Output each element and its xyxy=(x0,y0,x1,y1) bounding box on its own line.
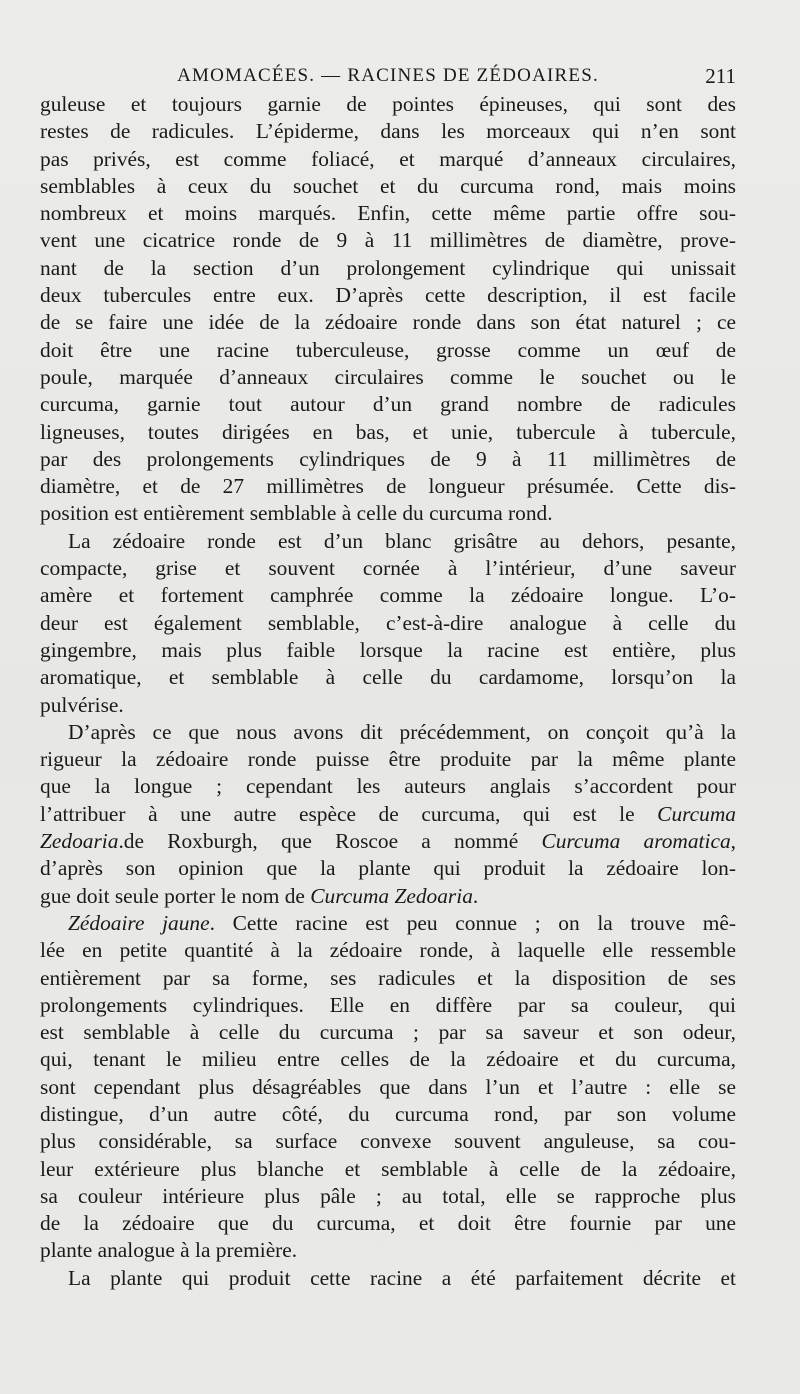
text-line xyxy=(40,692,736,719)
text-segment: nombreux et moins marqués. Enfin, cette même partie offre sou- xyxy=(40,201,736,226)
text-segment: aromatique, et semblable à celle du cardamome, lorsqu’on la xyxy=(40,665,736,690)
text-line xyxy=(40,309,736,336)
text-line xyxy=(40,146,736,173)
text-line xyxy=(40,1074,736,1101)
text-line xyxy=(40,910,736,937)
text-segment: . Cette racine est peu connue ; on la trouve mê- xyxy=(209,910,736,935)
text-segment: gue doit seule porter le nom de xyxy=(40,883,311,908)
text-line xyxy=(40,855,736,882)
text-segment: pulvérise. xyxy=(40,692,124,717)
text-line xyxy=(40,473,736,500)
text-segment: , xyxy=(730,829,736,854)
text-segment: doit être une racine tuberculeuse, grosse comme un œuf de xyxy=(40,337,736,362)
text-line xyxy=(40,1128,736,1155)
italic-text: Curcuma aromatica xyxy=(541,829,731,854)
text-line xyxy=(40,883,736,910)
text-line xyxy=(40,1210,736,1237)
text-segment: deux tubercules entre eux. D’après cette description, il est facile xyxy=(40,283,736,308)
text-line xyxy=(40,337,736,364)
text-line xyxy=(40,992,736,1019)
text-segment: La plante qui produit cette racine a été parfaitement décrite et xyxy=(68,1265,736,1290)
text-segment: sa couleur intérieure plus pâle ; au total, elle se rapproche plus xyxy=(40,1183,736,1208)
italic-text: Curcuma Zedoaria xyxy=(310,883,473,908)
text-segment: semblables à ceux du souchet et du curcuma rond, mais moins xyxy=(40,173,736,198)
text-segment: position est entièrement semblable à celle du curcuma rond. xyxy=(40,501,553,526)
text-line xyxy=(40,173,736,200)
text-segment: sont cependant plus désagréables que dans l’un et l’autre : elle se xyxy=(40,1074,736,1099)
text-line xyxy=(40,664,736,691)
text-line xyxy=(40,719,736,746)
text-line xyxy=(40,773,736,800)
text-segment: qui, tenant le milieu entre celles de la zédoaire et du curcuma, xyxy=(40,1047,736,1072)
page-number: 211 xyxy=(705,64,736,88)
text-segment: restes de radicules. L’épiderme, dans les morceaux qui n’en sont xyxy=(40,119,736,144)
text-segment: guleuse et toujours garnie de pointes épineuses, qui sont des xyxy=(40,92,736,116)
text-line xyxy=(40,1101,736,1128)
italic-text: Zédoaire jaune xyxy=(68,910,210,935)
text-segment: leur extérieure plus blanche et semblable à celle de la zédoaire, xyxy=(40,1156,736,1181)
text-line xyxy=(40,937,736,964)
text-segment: est semblable à celle du curcuma ; par sa saveur et son odeur, xyxy=(40,1020,736,1045)
text-segment: .de Roxburgh, que Roscoe a nommé xyxy=(118,829,542,854)
text-segment: vent une cicatrice ronde de 9 à 11 millimètres de diamètre, prove- xyxy=(40,228,736,253)
text-line xyxy=(40,1265,736,1292)
text-line xyxy=(40,582,736,609)
text-line xyxy=(40,500,736,527)
running-head xyxy=(40,62,736,90)
text-segment: de la zédoaire que du curcuma, et doit être fournie par une xyxy=(40,1211,736,1236)
text-line xyxy=(40,419,736,446)
italic-text: Curcuma xyxy=(657,801,736,826)
text-line xyxy=(40,200,736,227)
text-segment: amère et fortement camphrée comme la zédoaire longue. L’o- xyxy=(40,583,736,608)
text-segment: d’après son opinion que la plante qui produit la zédoaire lon- xyxy=(40,856,736,881)
text-segment: D’après ce que nous avons dit précédemment, on conçoit qu’à la xyxy=(68,719,736,744)
text-line xyxy=(40,1183,736,1210)
text-line xyxy=(40,965,736,992)
text-segment: lée en petite quantité à la zédoaire ronde, à laquelle elle ressemble xyxy=(40,938,736,963)
text-segment: distingue, d’un autre côté, du curcuma rond, par son volume xyxy=(40,1101,736,1126)
text-line xyxy=(40,255,736,282)
text-line xyxy=(40,1046,736,1073)
text-line xyxy=(40,610,736,637)
text-segment: deur est également semblable, c’est-à-dire analogue à celle du xyxy=(40,610,736,635)
text-line xyxy=(40,801,736,828)
text-segment: rigueur la zédoaire ronde puisse être produite par la même plante xyxy=(40,747,736,772)
text-segment: entièrement par sa forme, ses radicules et la disposition de ses xyxy=(40,965,736,990)
text-line xyxy=(40,1019,736,1046)
text-line xyxy=(40,227,736,254)
text-line xyxy=(40,555,736,582)
text-line xyxy=(40,1156,736,1183)
text-segment: par des prolongements cylindriques de 9 à 11 millimètres de xyxy=(40,446,736,471)
text-line xyxy=(40,118,736,145)
text-line xyxy=(40,391,736,418)
text-line xyxy=(40,1237,736,1264)
text-segment: que la longue ; cependant les auteurs anglais s’accordent pour xyxy=(40,774,736,799)
text-line xyxy=(40,637,736,664)
text-line xyxy=(40,446,736,473)
text-segment: prolongements cylindriques. Elle en diffère par sa couleur, qui xyxy=(40,992,736,1017)
text-segment: plante analogue à la première. xyxy=(40,1238,298,1263)
italic-text: Zedoaria xyxy=(40,829,119,854)
text-segment: ligneuses, toutes dirigées en bas, et unie, tubercule à tubercule, xyxy=(40,419,736,444)
text-segment: compacte, grise et souvent cornée à l’intérieur, d’une saveur xyxy=(40,556,736,581)
text-segment: de se faire une idée de la zédoaire ronde dans son état naturel ; ce xyxy=(40,310,736,335)
text-line xyxy=(40,282,736,309)
text-segment: l’attribuer à une autre espèce de curcuma, qui est le xyxy=(40,801,658,826)
text-segment: diamètre, et de 27 millimètres de longueur présumée. Cette dis- xyxy=(40,474,736,499)
text-line xyxy=(40,91,736,118)
text-segment: gingembre, mais plus faible lorsque la racine est entière, plus xyxy=(40,637,736,662)
text-segment: . xyxy=(472,883,479,908)
text-line xyxy=(40,364,736,391)
text-line xyxy=(40,528,736,555)
text-line xyxy=(40,828,736,855)
text-segment: poule, marquée d’anneaux circulaires comme le souchet ou le xyxy=(40,364,736,389)
text-segment: La zédoaire ronde est d’un blanc grisâtre au dehors, pesante, xyxy=(68,528,736,553)
text-segment: pas privés, est comme foliacé, et marqué d’anneaux circulaires, xyxy=(40,146,736,171)
text-segment: plus considérable, sa surface convexe souvent anguleuse, sa cou- xyxy=(40,1129,736,1154)
text-segment: nant de la section d’un prolongement cylindrique qui unissait xyxy=(40,255,736,280)
text-segment: curcuma, garnie tout autour d’un grand nombre de radicules xyxy=(40,392,736,417)
running-title: AMOMACÉES. — RACINES DE ZÉDOAIRES. xyxy=(177,65,599,86)
text-line xyxy=(40,746,736,773)
body-text xyxy=(40,91,736,1292)
